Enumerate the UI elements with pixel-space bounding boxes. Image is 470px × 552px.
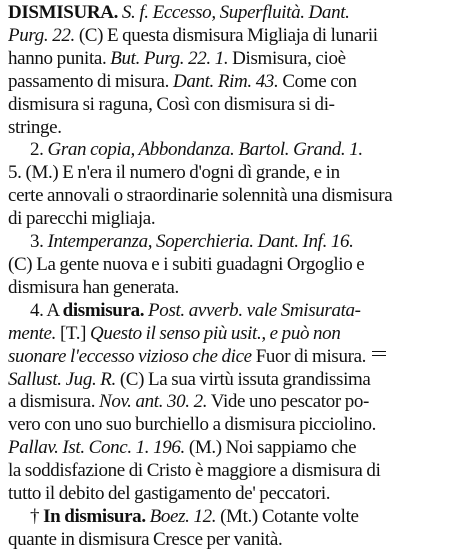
source-citation: Dant. Rim. 43.: [172, 70, 279, 92]
source-citation: Pallav. Ist. Conc. 1. 196.: [8, 437, 185, 459]
quotation: quante in dismisura Cresce per vanità.: [8, 528, 283, 550]
entry-line: [8, 529, 464, 552]
quotation: Vide uno pescator po-: [210, 391, 370, 413]
definition: Questo il senso più usit., e può non: [90, 322, 341, 344]
quotation: a dismisura.: [8, 391, 96, 413]
entry-line: [8, 277, 464, 300]
quotation: La gente nuova e i subiti guadagni Orgoglio e: [36, 253, 365, 275]
definition: Intemperanza, Soperchieria.: [47, 231, 254, 253]
entry-line: [8, 254, 464, 277]
quotation: vero con uno suo burchiello a dismisura picciolino.: [8, 414, 377, 436]
entry-line: [8, 506, 464, 529]
source-citation: Sallust. Jug. R.: [8, 368, 116, 390]
definition: Gran copia, Abbondanza.: [47, 139, 235, 161]
entry-line: [8, 25, 464, 48]
quotation: certe annovali o straordinarie solennità una dismisura: [8, 185, 393, 207]
quotation: La sua virtù issuta grandissima: [148, 368, 371, 390]
sense-number: 4. A: [30, 299, 59, 321]
entry-line: [8, 71, 464, 94]
quotation: la soddisfazione di Cristo è maggiore a dismisura di: [8, 460, 381, 482]
quotation: hanno punita.: [8, 47, 107, 69]
quotation: dismisura han generata.: [8, 276, 179, 298]
source-citation: Boez. 12.: [149, 505, 217, 527]
equals-sign: [372, 351, 386, 356]
quotation: di parecchi migliaja.: [8, 208, 156, 230]
quotation: Come con: [282, 70, 357, 92]
citation-number: 5.: [8, 162, 22, 184]
source-tag: (C): [8, 253, 33, 275]
quotation: Noi sappiamo che: [225, 437, 357, 459]
entry-line: [8, 139, 464, 162]
definition: Eccesso, Superfluità.: [152, 2, 305, 23]
quotation: E n'era il numero d'ogni dì grande, e in: [62, 162, 340, 184]
subentry-phrase: dismisura.: [62, 299, 145, 321]
obsolete-mark: †: [30, 505, 40, 527]
part-of-speech: S. f.: [121, 2, 149, 23]
quotation: Cotante volte: [261, 505, 359, 527]
quotation: tutto il debito del gastigamento de' peccatori.: [8, 483, 331, 505]
definition: suonare l'eccesso vizioso che dice: [8, 345, 252, 367]
entry-line: [8, 162, 464, 185]
sense-number: 3.: [30, 231, 44, 253]
subentry-phrase: In dismisura.: [43, 505, 146, 527]
source-tag: [T.]: [59, 322, 87, 344]
entry-line: [8, 185, 464, 208]
entry-line: [8, 48, 464, 71]
source-citation: Dant.: [308, 2, 350, 23]
entry-line: [8, 117, 464, 140]
definition: Post. avverb. vale Smisurata-: [148, 299, 361, 321]
quotation: passamento di misura.: [8, 70, 170, 92]
quotation: Fuor di misura.: [255, 345, 367, 367]
entry-line: [8, 483, 464, 506]
source-tag: (M.): [188, 437, 222, 459]
source-citation: Bartol. Grand. 1.: [238, 139, 363, 161]
source-citation: Purg. 22.: [8, 24, 75, 46]
source-citation: But. Purg. 22. 1.: [110, 47, 229, 69]
entry-line: [8, 2, 464, 25]
entry-line: [8, 369, 464, 392]
entry-line: [8, 346, 464, 369]
source-citation: Dant. Inf. 16.: [257, 231, 354, 253]
source-citation: Nov. ant. 30. 2.: [99, 391, 208, 413]
entry-line: [8, 300, 464, 323]
source-tag: (C): [78, 24, 104, 46]
headword: DISMISURA.: [8, 2, 118, 23]
entry-line: [8, 323, 464, 346]
source-tag: (M.): [25, 162, 59, 184]
entry-line: [8, 437, 464, 460]
quotation: stringe.: [8, 116, 62, 138]
entry-line: [8, 414, 464, 437]
entry-line: [8, 231, 464, 254]
entry-line: [8, 460, 464, 483]
definition: mente.: [8, 322, 57, 344]
quotation: dismisura si raguna, Così con dismisura si di-: [8, 93, 335, 115]
quotation: E questa dismisura Migliaja di lunarii: [107, 24, 378, 46]
entry-line: [8, 208, 464, 231]
entry-line: [8, 94, 464, 117]
entry-line: [8, 391, 464, 414]
source-tag: (C): [119, 368, 145, 390]
source-tag: (Mt.): [220, 505, 258, 527]
quotation: Dismisura, cioè: [232, 47, 346, 69]
sense-number: 2.: [30, 139, 44, 161]
